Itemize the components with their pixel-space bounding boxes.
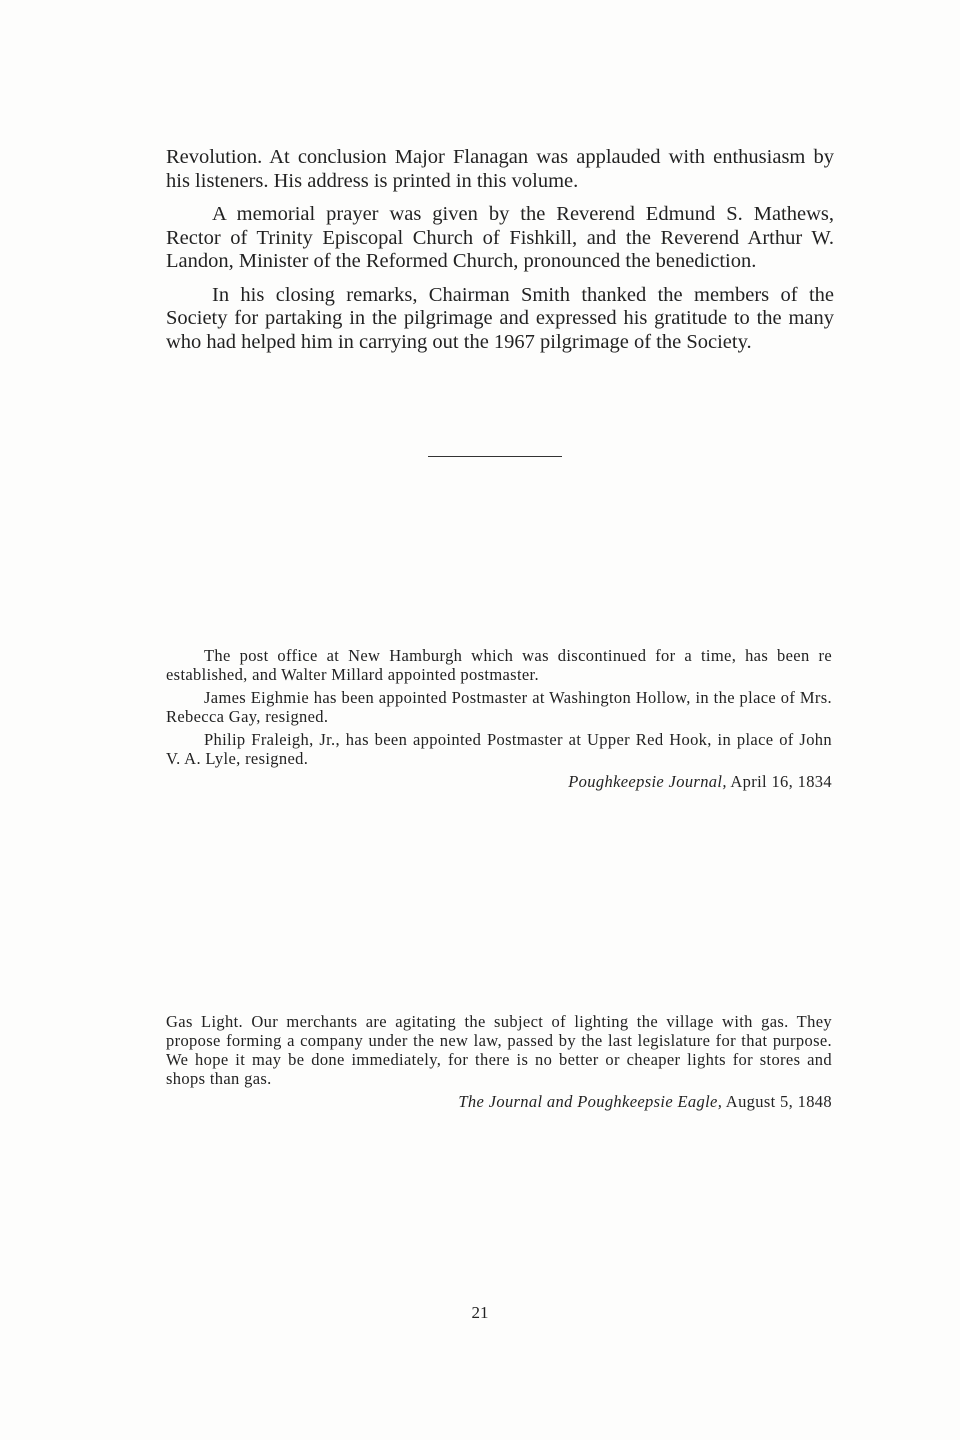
citation-date: April 16, 1834: [730, 772, 832, 791]
excerpt-citation: [166, 1092, 832, 1111]
main-paragraph: In his closing remarks, Chairman Smith thanked the members of the Society for partaking in the pilgrimage and expressed his gratitude to the many who had helped him in carrying out the 1967 pilgrimage of the Society.: [166, 283, 834, 353]
newspaper-excerpt-gas-light: [166, 1012, 832, 1111]
citation-source: Poughkeepsie Journal,: [568, 772, 727, 791]
citation-source: The Journal and Poughkeepsie Eagle,: [458, 1092, 723, 1111]
excerpt-paragraph: James Eighmie has been appointed Postmaster at Washington Hollow, in the place of Mrs. Rebecca Gay, resigned.: [166, 688, 832, 726]
main-paragraph: A memorial prayer was given by the Reverend Edmund S. Mathews, Rector of Trinity Episcopal Church of Fishkill, and the Reverend Arthur W. Landon, Minister of the Reformed Church, pronounced the benediction.: [166, 203, 834, 272]
excerpt-paragraph: The post office at New Hamburgh which was discontinued for a time, has been re established, and Walter Millard appointed postmaster.: [166, 646, 832, 684]
excerpt-paragraph: Philip Fraleigh, Jr., has been appointed Postmaster at Upper Red Hook, in place of John V. A. Lyle, resigned.: [166, 730, 832, 768]
page-number: 21: [471, 1303, 489, 1322]
newspaper-excerpt-post-office: [166, 646, 832, 791]
citation-date: August 5, 1848: [725, 1092, 832, 1111]
section-divider: [428, 456, 562, 457]
excerpt-paragraph: Gas Light. Our merchants are agitating the subject of lighting the village with gas. They propose forming a company under the new law, passed by the last legislature for that purpose. We hope it may be done immediately, for there is no better or cheaper lights for stores and shops than gas.: [166, 1012, 832, 1088]
main-text-block: [166, 146, 834, 364]
excerpt-citation: [166, 772, 832, 791]
main-paragraph: Revolution. At conclusion Major Flanagan was applauded with enthusiasm by his listeners. His address is printed in this volume.: [166, 146, 834, 192]
